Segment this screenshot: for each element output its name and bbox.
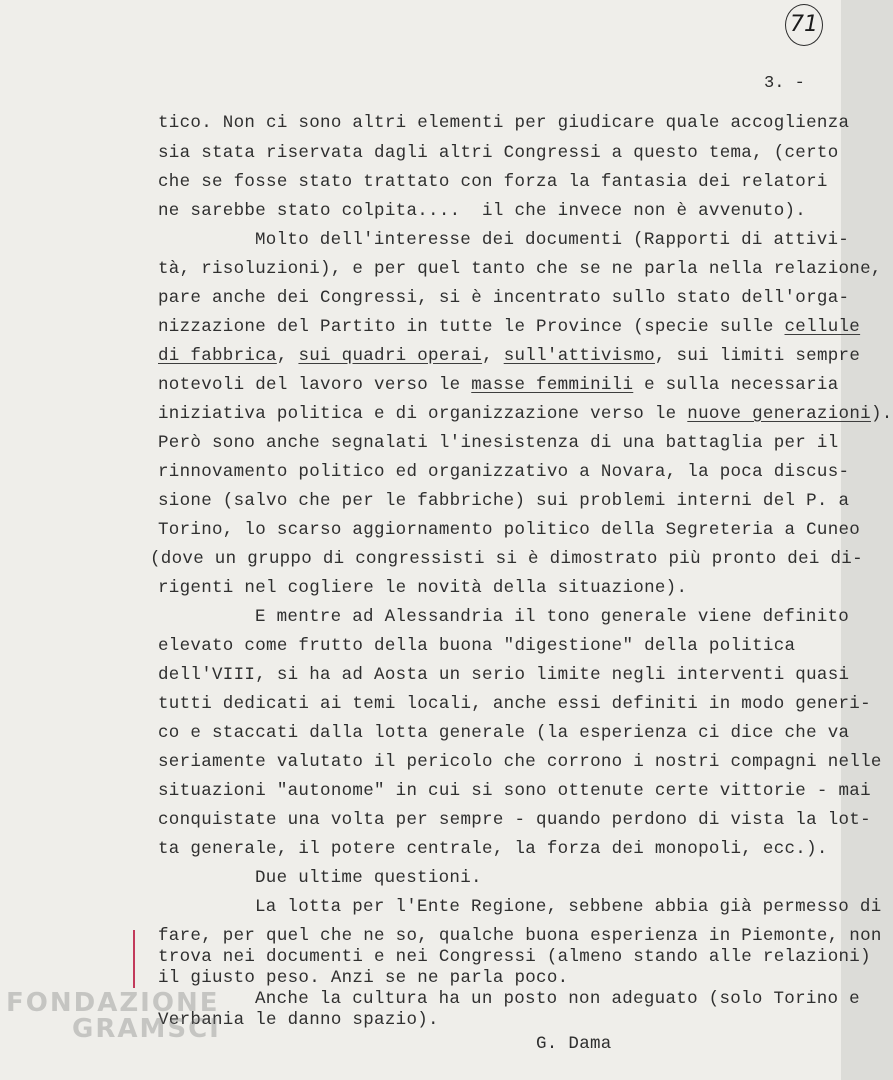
text-line: rinnovamento politico ed organizzativo a Novara, la poca discus-: [158, 462, 850, 482]
text-segment: ,: [482, 346, 504, 366]
text-line: co e staccati dalla lotta generale (la esperienza ci dice che va: [158, 723, 850, 743]
text-line: Molto dell'interesse dei documenti (Rapporti di attivi-: [255, 230, 850, 250]
text-segment: iniziativa politica e di organizzazione verso le: [158, 404, 688, 424]
text-line: rigenti nel cogliere le novità della situazione).: [158, 578, 688, 598]
page-number: 3. -: [764, 74, 805, 93]
text-segment: ,: [276, 346, 299, 366]
text-segment: nizzazione del Partito in tutte le Province (specie sulle: [158, 317, 785, 337]
text-line: [158, 404, 893, 424]
text-line: Anche la cultura ha un posto non adeguato (solo Torino e: [255, 989, 860, 1009]
text-line: La lotta per l'Ente Regione, sebbene abbia già permesso di: [255, 897, 882, 917]
text-line: dell'VIII, si ha ad Aosta un serio limite negli interventi quasi: [158, 665, 850, 685]
text-line: sia stata riservata dagli altri Congressi a questo tema, (certo: [158, 143, 839, 163]
text-line: (dove un gruppo di congressisti si è dimostrato più pronto dei di-: [150, 549, 863, 569]
foundation-logo-line: GRAMSCI: [72, 1014, 221, 1044]
text-line: tico. Non ci sono altri elementi per giudicare quale accoglienza: [158, 113, 850, 133]
archive-number-stamp: 71: [785, 4, 823, 46]
text-segment: , sui limiti sempre: [654, 346, 861, 366]
underlined-phrase: sui quadri operai: [298, 346, 483, 366]
foundation-logo: [6, 990, 221, 1042]
text-line: pare anche dei Congressi, si è incentrato sullo stato dell'orga-: [158, 288, 850, 308]
margin-annotation-line: [133, 930, 135, 988]
underlined-phrase: sull'attivismo: [503, 346, 655, 366]
text-line: situazioni "autonome" in cui si sono ottenute certe vittorie - mai: [158, 781, 871, 801]
text-line: Però sono anche segnalati l'inesistenza di una battaglia per il: [158, 433, 839, 453]
text-line: il giusto peso. Anzi se ne parla poco.: [158, 968, 569, 988]
text-line: Verbania le danno spazio).: [158, 1010, 439, 1030]
underlined-phrase: nuove generazioni: [687, 404, 871, 424]
text-line: Due ultime questioni.: [255, 868, 482, 888]
text-segment: notevoli del lavoro verso le: [158, 375, 472, 395]
text-line: [158, 346, 860, 366]
text-line: seriamente valutato il pericolo che corrono i nostri compagni nelle: [158, 752, 882, 772]
text-line: tutti dedicati ai temi locali, anche essi definiti in modo generi-: [158, 694, 871, 714]
text-line: Torino, lo scarso aggiornamento politico della Segreteria a Cuneo: [158, 520, 861, 540]
text-line: fare, per quel che ne so, qualche buona esperienza in Piemonte, non: [158, 926, 882, 946]
text-line: trova nei documenti e nei Congressi (almeno stando alle relazioni): [158, 947, 871, 967]
text-line: che se fosse stato trattato con forza la fantasia dei relatori: [158, 172, 828, 192]
text-line: elevato come frutto della buona "digestione" della politica: [158, 636, 796, 656]
underlined-phrase: di fabbrica: [158, 346, 277, 366]
underlined-phrase: cellule: [784, 317, 861, 337]
underlined-phrase: masse femminili: [471, 375, 634, 395]
text-line: ne sarebbe stato colpita.... il che invece non è avvenuto).: [158, 201, 807, 221]
foundation-logo-line: FONDAZIONE: [6, 988, 220, 1018]
text-segment: e sulla necessaria: [633, 375, 839, 395]
text-line: conquistate una volta per sempre - quando perdono di vista la lot-: [158, 810, 871, 830]
text-line: ta generale, il potere centrale, la forza dei monopoli, ecc.).: [158, 839, 828, 859]
text-line: sione (salvo che per le fabbriche) sui problemi interni del P. a: [158, 491, 850, 511]
text-line: [158, 375, 839, 395]
signature: G. Dama: [536, 1034, 612, 1054]
text-line: E mentre ad Alessandria il tono generale viene definito: [255, 607, 850, 627]
text-line: [158, 317, 860, 337]
text-line: tà, risoluzioni), e per quel tanto che se ne parla nella relazione,: [158, 259, 882, 279]
text-segment: ).: [870, 404, 893, 424]
